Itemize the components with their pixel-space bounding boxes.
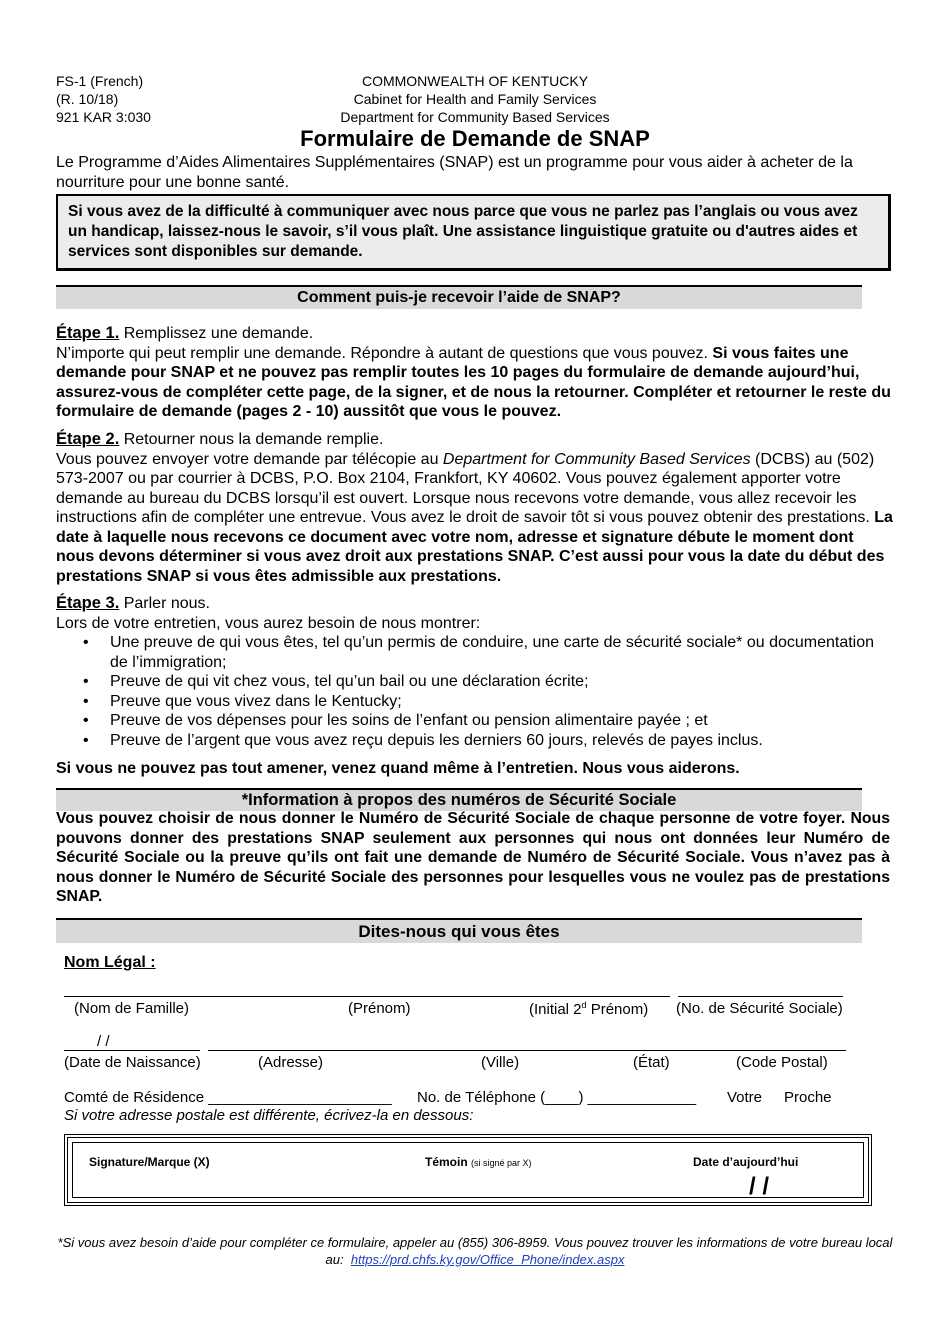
witness-label: Témoin	[425, 1155, 468, 1169]
proof-list	[56, 633, 896, 750]
step-1-bold-text: Si vous faites une demande pour SNAP et ne pouvez pas remplir toutes les 10 pages du formulaire de demande aujourd’hui, assurez-vous de compléter cette page, de la signer, et de nous la retourner. Compléter et retourner le reste du formulaire de demande (pages 2 - 10) aussitôt que vous le pouvez.	[56, 344, 891, 420]
middle-initial-text-b: Prénom)	[586, 1001, 649, 1018]
list-item: • Preuve de l’argent que vous avez reçu depuis les derniers 60 jours, relevés de payes inclus.	[110, 731, 896, 751]
middle-initial-sup: d	[581, 1000, 587, 1010]
middle-initial-text-a: (Initial 2	[529, 1001, 582, 1018]
mailing-address-note: Si votre adresse postale est différente, écrivez-la en dessous:	[64, 1107, 474, 1124]
signature-box-inner	[72, 1142, 864, 1198]
step-2-title: Retourner nous la demande remplie.	[119, 431, 384, 448]
form-revision: (R. 10/18)	[56, 91, 119, 107]
zip-label: (Code Postal)	[736, 1054, 828, 1071]
city-label: (Ville)	[481, 1054, 520, 1071]
footer-text: *Si vous avez besoin d’aide pour compléter ce formulaire, appeler au (855) 306-8959. Vous pouvez trouver les informations de votre bureau local au:	[57, 1235, 893, 1267]
step-2-text-b: (DCBS) au (502) 573-2007 ou par courrier à DCBS, P.O. Box 2104, Frankfort, KY 40602. Vous pouvez également apporter votre demande au bureau du DCBS lorsqu’il est ouvert. Lorsque nous recevons votre demande, vous allez recevoir les instructions afin de compléter une entrevue. Vous avez le droit de savoir tôt si vous pouvez obtenir des prestations.	[56, 450, 875, 526]
agency-line-3: Department for Community Based Services	[340, 109, 610, 125]
step-2-text-a: Vous pouvez envoyer votre demande par télécopie au	[56, 450, 443, 468]
list-item: • Une preuve de qui vous êtes, tel qu’un permis de conduire, une carte de sécurité sociale* ou documentation de l’immigration;	[110, 633, 896, 672]
step-3-block	[56, 594, 896, 750]
list-item: • Preuve de qui vit chez vous, tel qu’un bail ou une déclaration écrite;	[110, 672, 896, 692]
step-2-label: Étape 2.	[56, 430, 120, 448]
signature-box[interactable]	[64, 1134, 872, 1206]
address-entry-line[interactable]	[208, 1050, 846, 1051]
footer-help-note	[40, 1234, 910, 1268]
section-heading-how-to-apply: Comment puis-je recevoir l’aide de SNAP?	[56, 285, 862, 309]
ssn-label: (No. de Sécurité Sociale)	[676, 1000, 843, 1017]
date-slashes: / /	[749, 1173, 770, 1200]
section-heading-ssn: *Information à propos des numéros de Sécurité Sociale	[56, 788, 862, 811]
form-identifiers	[56, 72, 151, 126]
signature-label: Signature/Marque (X)	[89, 1155, 210, 1169]
office-phone-link[interactable]: https://prd.chfs.ky.gov/Office_Phone/index.aspx	[350, 1252, 625, 1267]
middle-initial-label	[529, 1000, 648, 1018]
dob-slashes: / /	[97, 1033, 110, 1050]
first-name-label: (Prénom)	[348, 1000, 411, 1017]
phone-field[interactable]: No. de Téléphone (____) _____________	[417, 1089, 697, 1106]
step-3-title: Parler nous.	[119, 595, 210, 612]
step-2-bold-text: La date à laquelle nous recevons ce document avec votre nom, adresse et signature débute le moment dont nous devons déterminer si vous avez droit aux prestations SNAP. C’est aussi pour vous la date du début des prestations SNAP si vous êtes admissible aux prestations.	[56, 509, 893, 585]
dob-entry-line[interactable]	[64, 1050, 200, 1051]
step-2-agency-name: Department for Community Based Services	[442, 450, 751, 468]
ssn-information-text: Vous pouvez choisir de nous donner le Numéro de Sécurité Sociale de chaque personne de votre foyer. Nous pouvons donner des prestations SNAP seulement aux personnes qui nous ont données leur Numéro de Sécurité Sociale ou la preuve qu’ils ont fait une demande de Numéro de Sécurité Sociale. Vous n’avez pas à nous donner le Numéro de Sécurité Sociale des personnes pour lesquelles vous ne voulez pas de prestations SNAP.	[56, 810, 890, 906]
phone-near-option[interactable]: Proche	[784, 1089, 832, 1106]
legal-name-label: Nom Légal :	[64, 954, 156, 971]
date-label: Date d’aujourd’hui	[693, 1155, 799, 1169]
step-1-title: Remplissez une demande.	[119, 325, 314, 342]
step-1-label: Étape 1.	[56, 324, 120, 342]
name-entry-line[interactable]	[64, 996, 670, 997]
step-3-label: Étape 3.	[56, 594, 120, 612]
interview-closing-note: Si vous ne pouvez pas tout amener, venez quand même à l’entretien. Nous vous aiderons.	[56, 760, 740, 777]
state-label: (État)	[633, 1054, 670, 1071]
last-name-label: (Nom de Famille)	[74, 1000, 190, 1017]
form-regulation: 921 KAR 3:030	[56, 109, 151, 125]
witness-note: (si signé par X)	[471, 1158, 532, 1168]
address-label: (Adresse)	[258, 1054, 324, 1071]
agency-line-2: Cabinet for Health and Family Services	[353, 91, 597, 107]
step-1-text: N’importe qui peut remplir une demande. Répondre à autant de questions que vous pouvez.	[56, 344, 713, 362]
phone-own-option[interactable]: Votre	[727, 1089, 763, 1106]
step-2-block	[56, 430, 896, 586]
language-assistance-notice: Si vous avez de la difficulté à communiquer avec nous parce que vous ne parlez pas l’anglais ou vous avez un handicap, laissez-nous le savoir, s’il vous plaît. Une assistance linguistique gratuite ou d'autres aides et services sont disponibles sur demande.	[56, 194, 891, 271]
form-id: FS-1 (French)	[56, 73, 144, 89]
dob-label: (Date de Naissance)	[64, 1054, 201, 1071]
step-3-text: Lors de votre entretien, vous aurez besoin de nous montrer:	[56, 614, 481, 632]
county-field[interactable]: Comté de Résidence ______________________	[64, 1089, 392, 1106]
page-title: Formulaire de Demande de SNAP	[300, 126, 650, 151]
list-item: • Preuve de vos dépenses pour les soins de l’enfant ou pension alimentaire payée ; et	[110, 711, 896, 731]
step-1-block	[56, 324, 896, 422]
list-item: • Preuve que vous vivez dans le Kentucky;	[110, 692, 896, 712]
agency-line-1: COMMONWEALTH OF KENTUCKY	[361, 73, 589, 89]
witness-label-group	[425, 1155, 532, 1169]
intro-text: Le Programme d’Aides Alimentaires Supplémentaires (SNAP) est un programme pour vous aider à acheter de la nourriture pour une bonne santé.	[56, 154, 853, 191]
ssn-entry-line[interactable]	[678, 996, 843, 997]
section-heading-identity: Dites-nous qui vous êtes	[56, 918, 862, 943]
agency-header	[250, 72, 700, 126]
